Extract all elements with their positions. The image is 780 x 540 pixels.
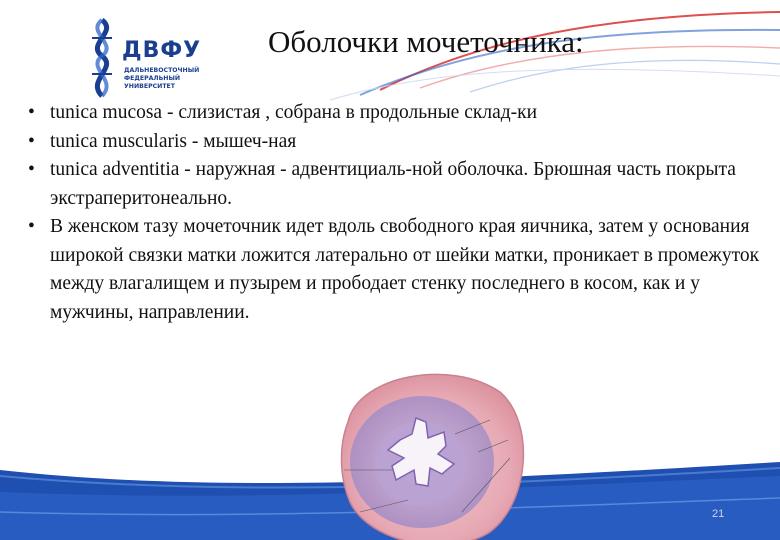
list-item-text: tunica mucosa - слизистая , собрана в продольные склад-ки — [50, 102, 538, 123]
list-item-text: В женском тазу мочеточник идет вдоль свободного края яичника, затем у основания широкой связки матки ложится латерально от шейки матки, проникает в промежуток между влагалищем и пузырем и прободает стенку последнего в косом, как и у мужчины, направлении. — [50, 216, 760, 323]
list-item — [28, 99, 760, 128]
list-item — [28, 128, 760, 157]
ureter-cross-section-micrograph — [330, 362, 528, 540]
logo-subtitle — [124, 67, 214, 91]
list-item — [28, 213, 760, 327]
logo-subtitle-line: ДАЛЬНЕВОСТОЧНЫЙ — [124, 67, 200, 74]
logo-subtitle-line: ФЕДЕРАЛЬНЫЙ — [124, 75, 181, 82]
bullet-dot-icon: • — [28, 216, 35, 237]
bullet-dot-icon: • — [28, 102, 35, 123]
bullet-dot-icon: • — [28, 159, 35, 180]
list-item-text: tunica adventitia - наружная - адвентициаль-ной оболочка. Брюшная часть покрыта экстраперитонеально. — [50, 159, 736, 209]
list-item-text: tunica muscularis - мышеч-ная — [50, 130, 297, 152]
slide-title: Оболочки мочеточника: — [268, 24, 584, 59]
logo-name: ДВФУ — [122, 38, 202, 63]
list-item — [28, 156, 760, 213]
page-number: 21 — [712, 508, 725, 520]
bullet-list — [28, 99, 760, 327]
bullet-dot-icon: • — [28, 130, 35, 152]
dna-helix-logo-icon — [84, 18, 120, 98]
logo-subtitle-line: УНИВЕРСИТЕТ — [124, 83, 175, 90]
dvfu-logo — [84, 18, 214, 108]
